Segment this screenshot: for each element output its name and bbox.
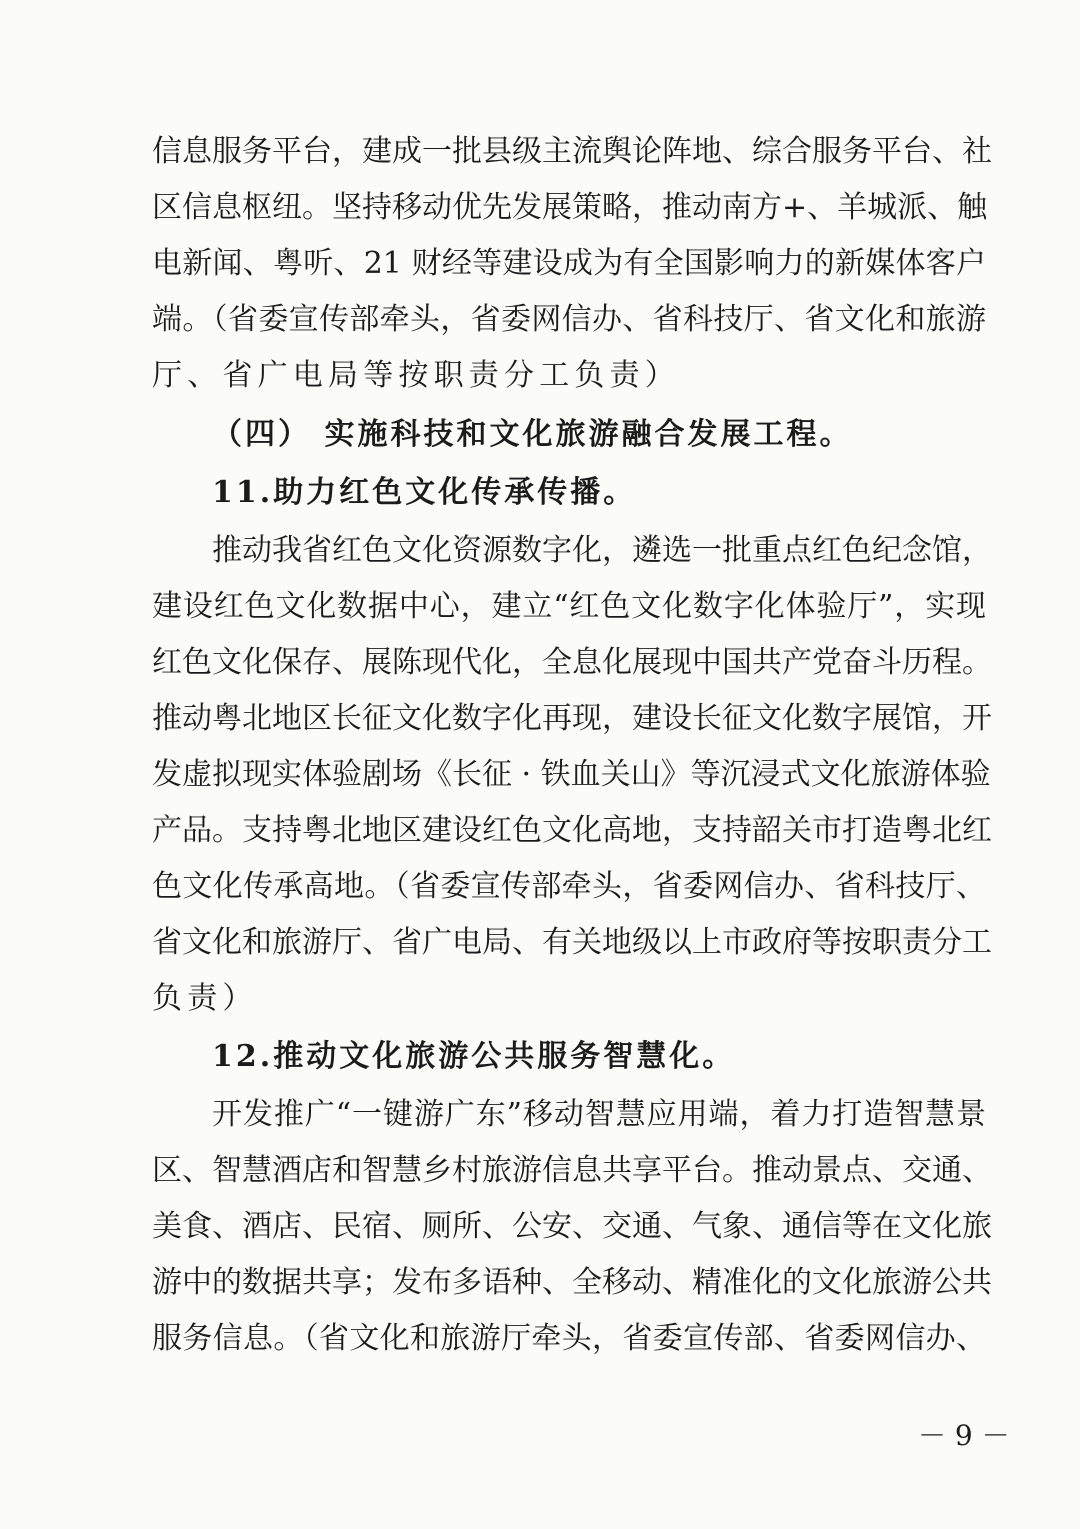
paragraph-line: 色文化传承高地。（省委宣传部牵头，省委网信办、省科技厅、 xyxy=(152,869,986,904)
paragraph-line: 红色文化保存、展陈现代化，全息化展现中国共产党奋斗历程。 xyxy=(152,645,992,680)
paragraph-line: 服务信息。（省文化和旅游厅牵头，省委宣传部、省委网信办、 xyxy=(152,1321,986,1356)
paragraph-line: 信息服务平台，建成一批县级主流舆论阵地、综合服务平台、社 xyxy=(152,134,992,169)
paragraph-line: 游中的数据共享；发布多语种、全移动、精准化的文化旅游公共 xyxy=(152,1265,992,1300)
paragraph-line: 推动我省红色文化资源数字化，遴选一批重点红色纪念馆， xyxy=(212,533,992,568)
paragraph-line: 美食、酒店、民宿、厕所、公安、交通、气象、通信等在文化旅 xyxy=(152,1209,992,1244)
paragraph-line: 建设红色文化数据中心，建立“红色文化数字化体验厅”，实现 xyxy=(152,589,986,624)
paragraph-line: 负责） xyxy=(152,981,258,1016)
paragraph-line: 区信息枢纽。坚持移动优先发展策略，推动南方+、羊城派、触 xyxy=(152,190,988,225)
paragraph-line: 电新闻、粤听、21 财经等建设成为有全国影响力的新媒体客户 xyxy=(152,246,986,281)
page-number: － 9 － xyxy=(918,1419,1010,1452)
paragraph-line: 端。（省委宣传部牵头，省委网信办、省科技厅、省文化和旅游 xyxy=(152,302,986,337)
subsection-heading: 11.助力红色文化传承传播。 xyxy=(212,475,637,510)
subsection-heading: 12.推动文化旅游公共服务智慧化。 xyxy=(212,1039,736,1074)
paragraph-line: 厅、省广电局等按职责分工负责） xyxy=(152,358,680,393)
paragraph-line: 区、智慧酒店和智慧乡村旅游信息共享平台。推动景点、交通、 xyxy=(152,1153,992,1188)
paragraph-line: 推动粤北地区长征文化数字化再现，建设长征文化数字展馆，开 xyxy=(152,701,992,736)
paragraph-line: 省文化和旅游厅、省广电局、有关地级以上市政府等按职责分工 xyxy=(152,925,992,960)
section-heading: （四） 实施科技和文化旅游融合发展工程。 xyxy=(212,417,853,452)
paragraph-line: 开发推广“一键游广东”移动智慧应用端，着力打造智慧景 xyxy=(212,1097,986,1132)
paragraph-line: 产品。支持粤北地区建设红色文化高地，支持韶关市打造粤北红 xyxy=(152,813,992,848)
paragraph-line: 发虚拟现实体验剧场《长征 · 铁血关山》等沉浸式文化旅游体验 xyxy=(152,757,991,792)
